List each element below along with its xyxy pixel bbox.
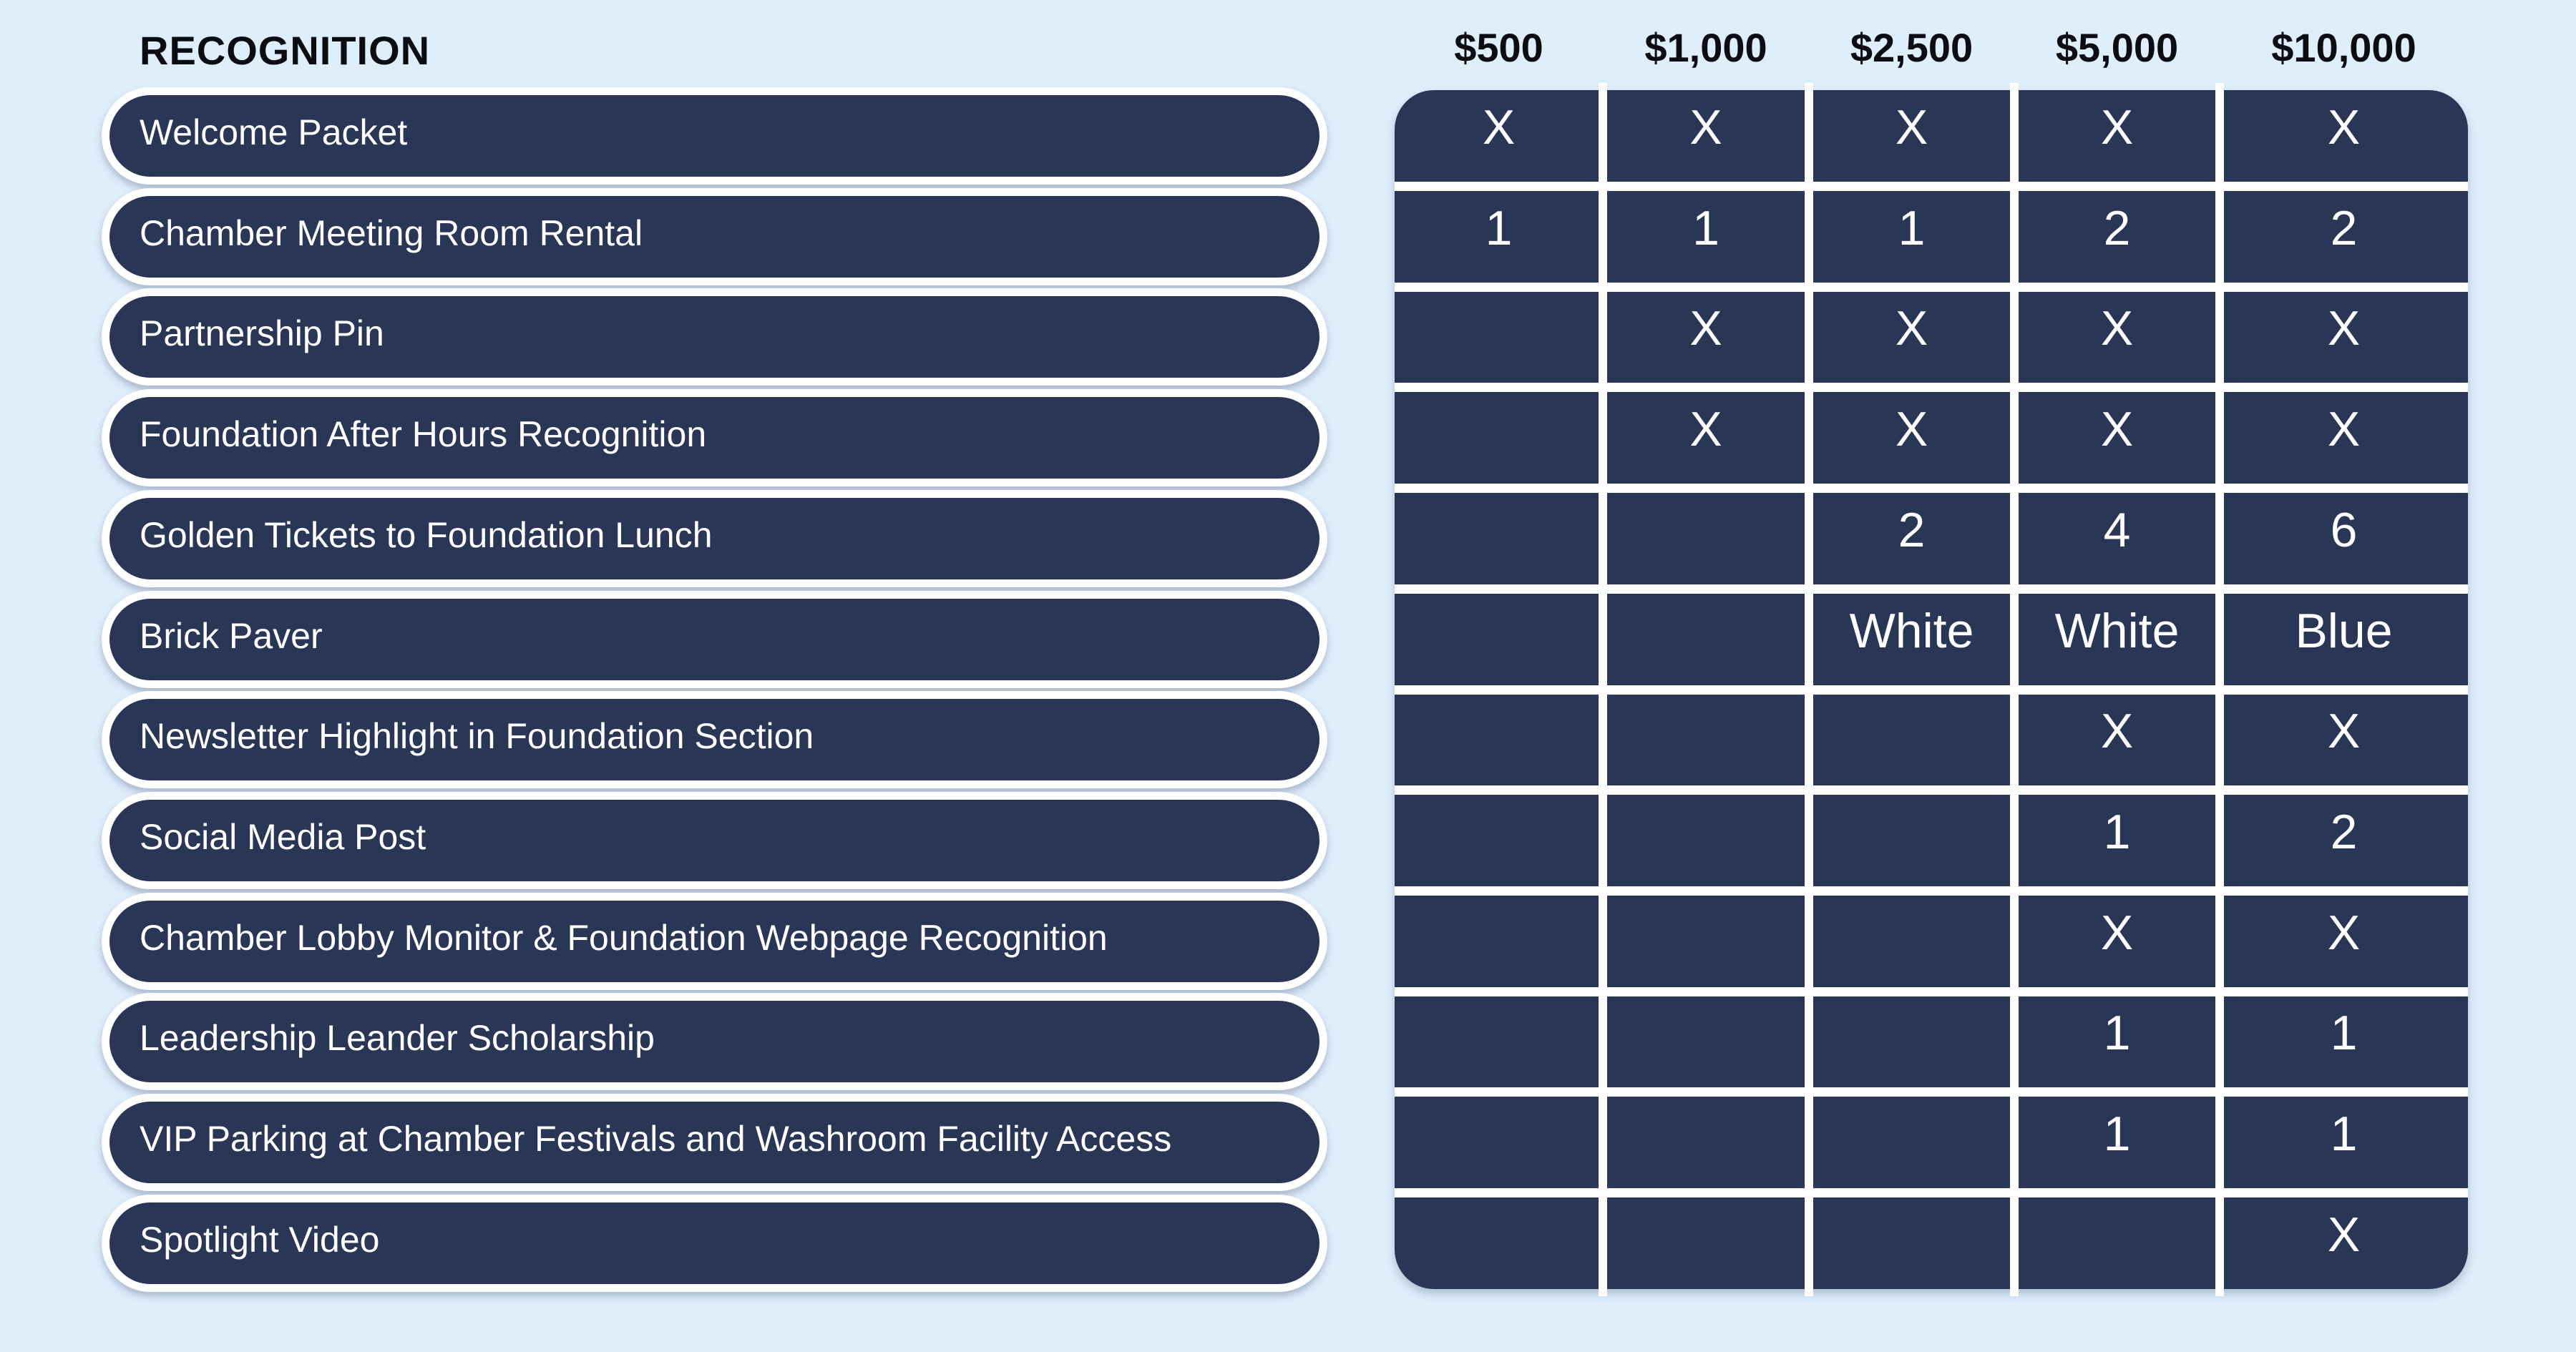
benefit-pill-label: Chamber Meeting Room Rental [140,213,643,253]
matrix-cell [1395,996,1603,1087]
benefit-pill [102,691,1327,788]
matrix-cell: 2 [2330,805,2358,859]
benefit-pill-label: Leadership Leander Scholarship [140,1018,655,1058]
matrix-cell [1603,594,1809,685]
matrix-cell: 1 [2103,1006,2131,1060]
benefit-pill [102,591,1327,688]
matrix-cell: 4 [2103,503,2131,557]
matrix-cell: 1 [2330,1006,2358,1060]
matrix-cell: X [1689,402,1722,456]
tier-price-header: $500 [1454,24,1543,70]
matrix-cell: X [2327,100,2361,155]
benefit-pill [102,87,1327,185]
matrix-cell: 2 [2330,201,2358,255]
row-divider [1395,484,2468,493]
matrix-cell [1603,694,1809,785]
matrix-cell [1603,493,1809,584]
matrix-cell [1395,1197,1603,1289]
benefit-pill [102,288,1327,386]
matrix-cell [2014,1197,2220,1289]
matrix-cell: 1 [2330,1107,2358,1161]
benefit-pill-label: Social Media Post [140,817,426,857]
matrix-cell: X [1895,301,1928,356]
row-divider [1395,886,2468,896]
matrix-cell [1603,1197,1809,1289]
benefit-pill [102,490,1327,587]
matrix-cell [1603,795,1809,886]
matrix-cell [1395,795,1603,886]
matrix-cell: X [2100,402,2134,456]
matrix-cell [1603,1097,1809,1188]
matrix-cell [1395,594,1603,685]
tier-price-header: $2,500 [1850,24,1974,70]
benefit-pill [102,1195,1327,1292]
benefit-pill [102,1094,1327,1191]
benefit-pill [102,188,1327,285]
benefit-pill [102,389,1327,486]
matrix-cell: White [1849,604,1974,658]
matrix-cell: X [2100,301,2134,356]
matrix-cell [1809,996,2014,1087]
row-divider [1395,383,2468,392]
matrix-cell: 1 [1692,201,1719,255]
matrix-cell: X [1689,100,1722,155]
row-divider [1395,182,2468,191]
matrix-cell: X [2100,100,2134,155]
benefit-pill-label: Foundation After Hours Recognition [140,414,707,454]
matrix-cell: X [2327,704,2361,758]
tier-price-header: $10,000 [2271,24,2416,70]
matrix-cell: X [2100,906,2134,960]
benefit-pill-label: Spotlight Video [140,1220,380,1260]
matrix-cell: Blue [2295,604,2393,658]
matrix-cell: 1 [2103,805,2131,859]
matrix-cell [1809,694,2014,785]
tier-price-header: $5,000 [2055,24,2179,70]
matrix-cell: 2 [1898,503,1926,557]
row-divider [1395,1087,2468,1097]
matrix-cell: 1 [1898,201,1926,255]
benefit-pill-label: VIP Parking at Chamber Festivals and Washroom Facility Access [140,1119,1172,1159]
matrix-cell: 1 [2103,1107,2131,1161]
matrix-cell [1395,291,1603,383]
benefit-pill [102,993,1327,1090]
row-divider [1395,584,2468,594]
tier-price-header: $1,000 [1644,24,1767,70]
matrix-cell: 6 [2330,503,2358,557]
matrix-cell: X [2327,1208,2361,1262]
matrix-cell [1809,1097,2014,1188]
matrix-cell [1809,896,2014,987]
matrix-cell: X [1895,100,1928,155]
benefit-pill [102,792,1327,889]
matrix-cell [1395,493,1603,584]
benefit-pill-label: Partnership Pin [140,313,384,353]
matrix-cell: X [2100,704,2134,758]
matrix-cell: 2 [2103,201,2131,255]
matrix-cell: X [2327,906,2361,960]
matrix-cell: X [1895,402,1928,456]
matrix-cell: X [2327,402,2361,456]
matrix-cell [1395,392,1603,484]
matrix-cell [1395,1097,1603,1188]
matrix-cell: X [1482,100,1516,155]
row-divider [1395,785,2468,795]
row-divider [1395,1188,2468,1197]
matrix-cell [1395,896,1603,987]
benefit-pill-label: Golden Tickets to Foundation Lunch [140,515,713,555]
matrix-cell [1603,996,1809,1087]
matrix-cell: White [2054,604,2180,658]
matrix-cell [1809,795,2014,886]
benefit-pill-label: Newsletter Highlight in Foundation Section [140,716,814,756]
benefit-pill-label: Brick Paver [140,616,323,656]
recognition-column-title: RECOGNITION [140,28,431,73]
matrix-cell [1603,896,1809,987]
benefit-pill-label: Chamber Lobby Monitor & Foundation Webpage Recognition [140,918,1108,958]
matrix-cell: X [1689,301,1722,356]
matrix-cell: X [2327,301,2361,356]
benefit-pill [102,893,1327,990]
matrix-cell [1395,694,1603,785]
matrix-cell [1809,1197,2014,1289]
benefit-pill-label: Welcome Packet [140,112,408,152]
matrix-cell: 1 [1485,201,1513,255]
